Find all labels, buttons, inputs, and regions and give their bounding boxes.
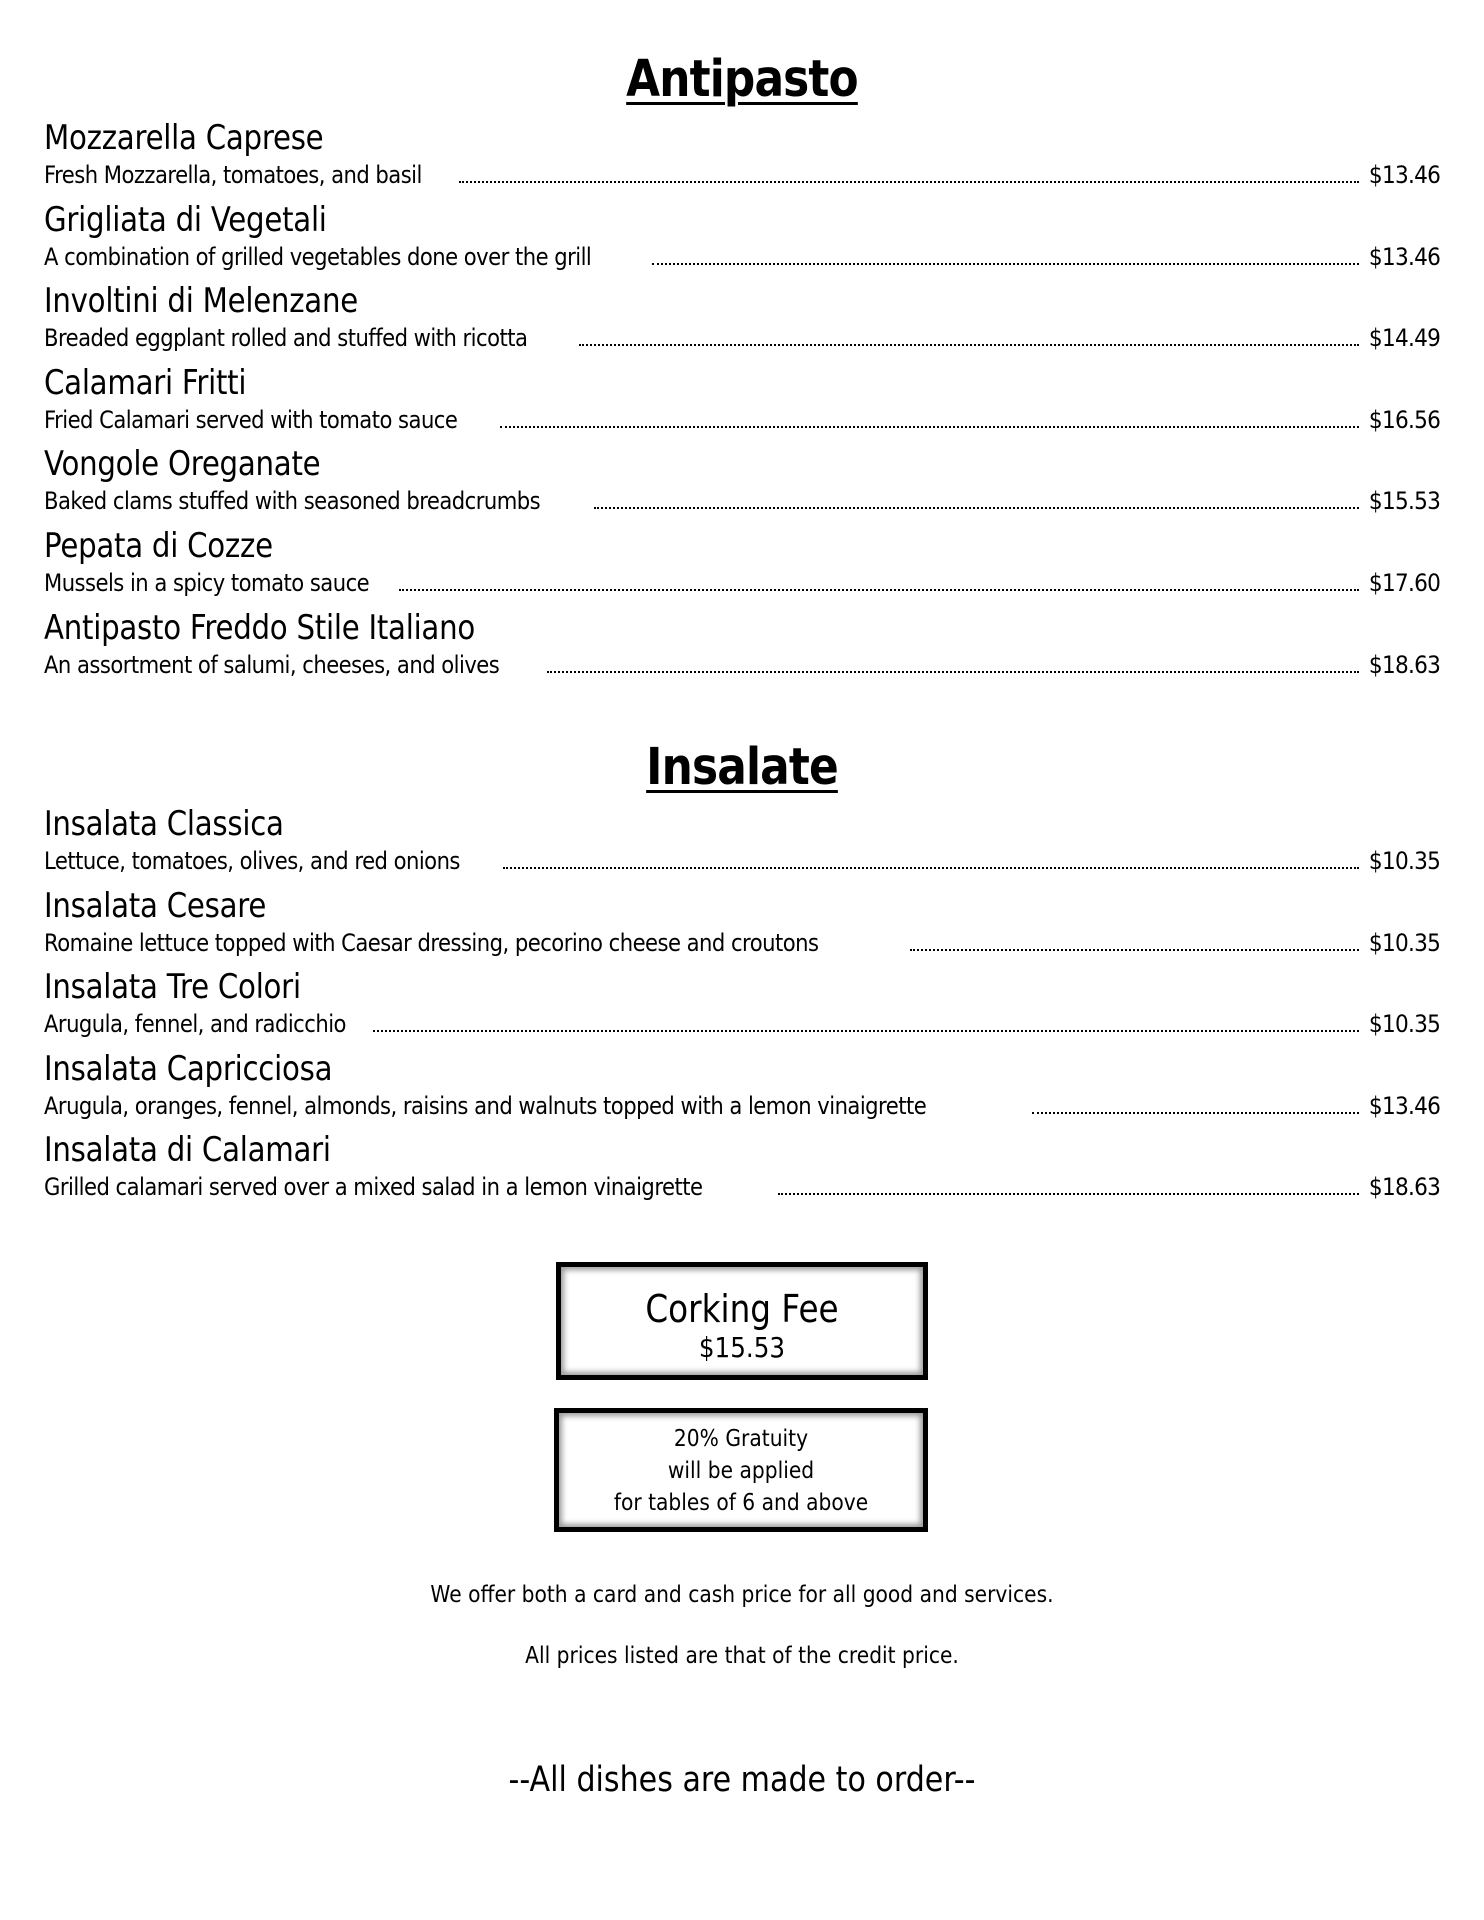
item-name: Pepata di Cozze bbox=[44, 525, 273, 566]
item-price: $13.46 bbox=[1368, 1091, 1440, 1120]
item-price: $14.49 bbox=[1368, 324, 1440, 353]
gratuity-line-2: will be applied bbox=[667, 1458, 815, 1484]
menu-item bbox=[44, 118, 1440, 200]
item-line bbox=[44, 240, 1440, 274]
item-price: $17.60 bbox=[1368, 568, 1440, 597]
menu-item bbox=[44, 804, 1440, 886]
dot-leader bbox=[459, 180, 1358, 183]
dot-leader bbox=[500, 425, 1359, 428]
footer-note: --All dishes are made to order-- bbox=[508, 1760, 976, 1800]
dot-leader bbox=[373, 1029, 1359, 1032]
item-price: $13.46 bbox=[1368, 161, 1440, 189]
item-price: $10.35 bbox=[1368, 847, 1440, 875]
menu-item bbox=[44, 363, 1440, 445]
item-description: An assortment of salumi, cheeses, and olives bbox=[44, 650, 500, 679]
item-description: Mussels in a spicy tomato sauce bbox=[44, 568, 370, 597]
gratuity-line-1: 20% Gratuity bbox=[673, 1426, 809, 1452]
item-name: Antipasto Freddo Stile Italiano bbox=[44, 607, 476, 648]
antipasto-list bbox=[44, 118, 1440, 689]
item-price: $18.63 bbox=[1368, 650, 1440, 679]
item-line bbox=[44, 844, 1440, 878]
dot-leader bbox=[503, 866, 1359, 869]
item-description: Fried Calamari served with tomato sauce bbox=[44, 405, 458, 434]
item-name: Insalata Capricciosa bbox=[44, 1048, 333, 1089]
item-line bbox=[44, 158, 1440, 192]
item-line bbox=[44, 926, 1440, 960]
item-price: $18.63 bbox=[1368, 1173, 1440, 1202]
dot-leader bbox=[910, 948, 1359, 951]
item-line bbox=[44, 484, 1440, 518]
menu-item bbox=[44, 281, 1440, 363]
item-line bbox=[44, 1007, 1440, 1041]
item-line bbox=[44, 403, 1440, 437]
item-description: Baked clams stuffed with seasoned breadcrumbs bbox=[44, 487, 541, 516]
corking-fee-price: $15.53 bbox=[698, 1331, 786, 1364]
item-price: $16.56 bbox=[1368, 405, 1440, 434]
antipasto-heading: Antipasto bbox=[626, 50, 858, 109]
dot-leader bbox=[547, 670, 1358, 673]
item-price: $10.35 bbox=[1368, 1010, 1440, 1039]
dot-leader bbox=[1032, 1111, 1358, 1114]
menu-item bbox=[44, 1049, 1440, 1131]
item-description: Romaine lettuce topped with Caesar dressing, pecorino cheese and croutons bbox=[44, 928, 819, 957]
item-line bbox=[44, 648, 1440, 682]
gratuity-box bbox=[554, 1408, 928, 1532]
item-price: $10.35 bbox=[1368, 928, 1440, 957]
item-description: Lettuce, tomatoes, olives, and red onions bbox=[44, 847, 460, 875]
item-name: Insalata Classica bbox=[44, 804, 284, 844]
menu-item bbox=[44, 200, 1440, 282]
menu-item bbox=[44, 526, 1440, 608]
item-line bbox=[44, 321, 1440, 355]
item-line bbox=[44, 1089, 1440, 1123]
menu-item bbox=[44, 1130, 1440, 1212]
menu-item bbox=[44, 608, 1440, 690]
item-price: $15.53 bbox=[1368, 487, 1440, 516]
dot-leader bbox=[579, 343, 1358, 346]
insalate-heading: Insalate bbox=[646, 738, 838, 797]
dot-leader bbox=[652, 262, 1359, 265]
item-name: Calamari Fritti bbox=[44, 362, 247, 403]
dot-leader bbox=[778, 1192, 1359, 1195]
item-name: Vongole Oreganate bbox=[44, 444, 321, 485]
item-description: Fresh Mozzarella, tomatoes, and basil bbox=[44, 161, 422, 189]
item-name: Insalata di Calamari bbox=[44, 1130, 331, 1171]
gratuity-line-3: for tables of 6 and above bbox=[613, 1490, 869, 1516]
menu-item bbox=[44, 444, 1440, 526]
item-name: Involtini di Melenzane bbox=[44, 281, 358, 322]
menu-item bbox=[44, 967, 1440, 1049]
credit-price-note: All prices listed are that of the credit price. bbox=[525, 1643, 959, 1669]
item-line bbox=[44, 566, 1440, 600]
dot-leader bbox=[399, 588, 1358, 591]
corking-fee-box bbox=[556, 1262, 928, 1380]
menu-item bbox=[44, 886, 1440, 968]
item-name: Grigliata di Vegetali bbox=[44, 199, 327, 240]
item-line bbox=[44, 1170, 1440, 1204]
item-name: Insalata Cesare bbox=[44, 885, 267, 926]
item-name: Insalata Tre Colori bbox=[44, 967, 301, 1008]
insalate-list bbox=[44, 804, 1440, 1212]
item-description: Arugula, fennel, and radicchio bbox=[44, 1010, 346, 1039]
corking-fee-label: Corking Fee bbox=[645, 1287, 839, 1331]
pricing-note: We offer both a card and cash price for all good and services. bbox=[430, 1582, 1054, 1608]
item-description: Arugula, oranges, fennel, almonds, raisins and walnuts topped with a lemon vinaigrette bbox=[44, 1091, 927, 1120]
dot-leader bbox=[594, 506, 1359, 509]
item-description: Breaded eggplant rolled and stuffed with ricotta bbox=[44, 324, 528, 353]
item-description: Grilled calamari served over a mixed salad in a lemon vinaigrette bbox=[44, 1173, 703, 1202]
item-description: A combination of grilled vegetables done over the grill bbox=[44, 242, 592, 271]
item-name: Mozzarella Caprese bbox=[44, 118, 324, 158]
item-price: $13.46 bbox=[1368, 242, 1440, 271]
